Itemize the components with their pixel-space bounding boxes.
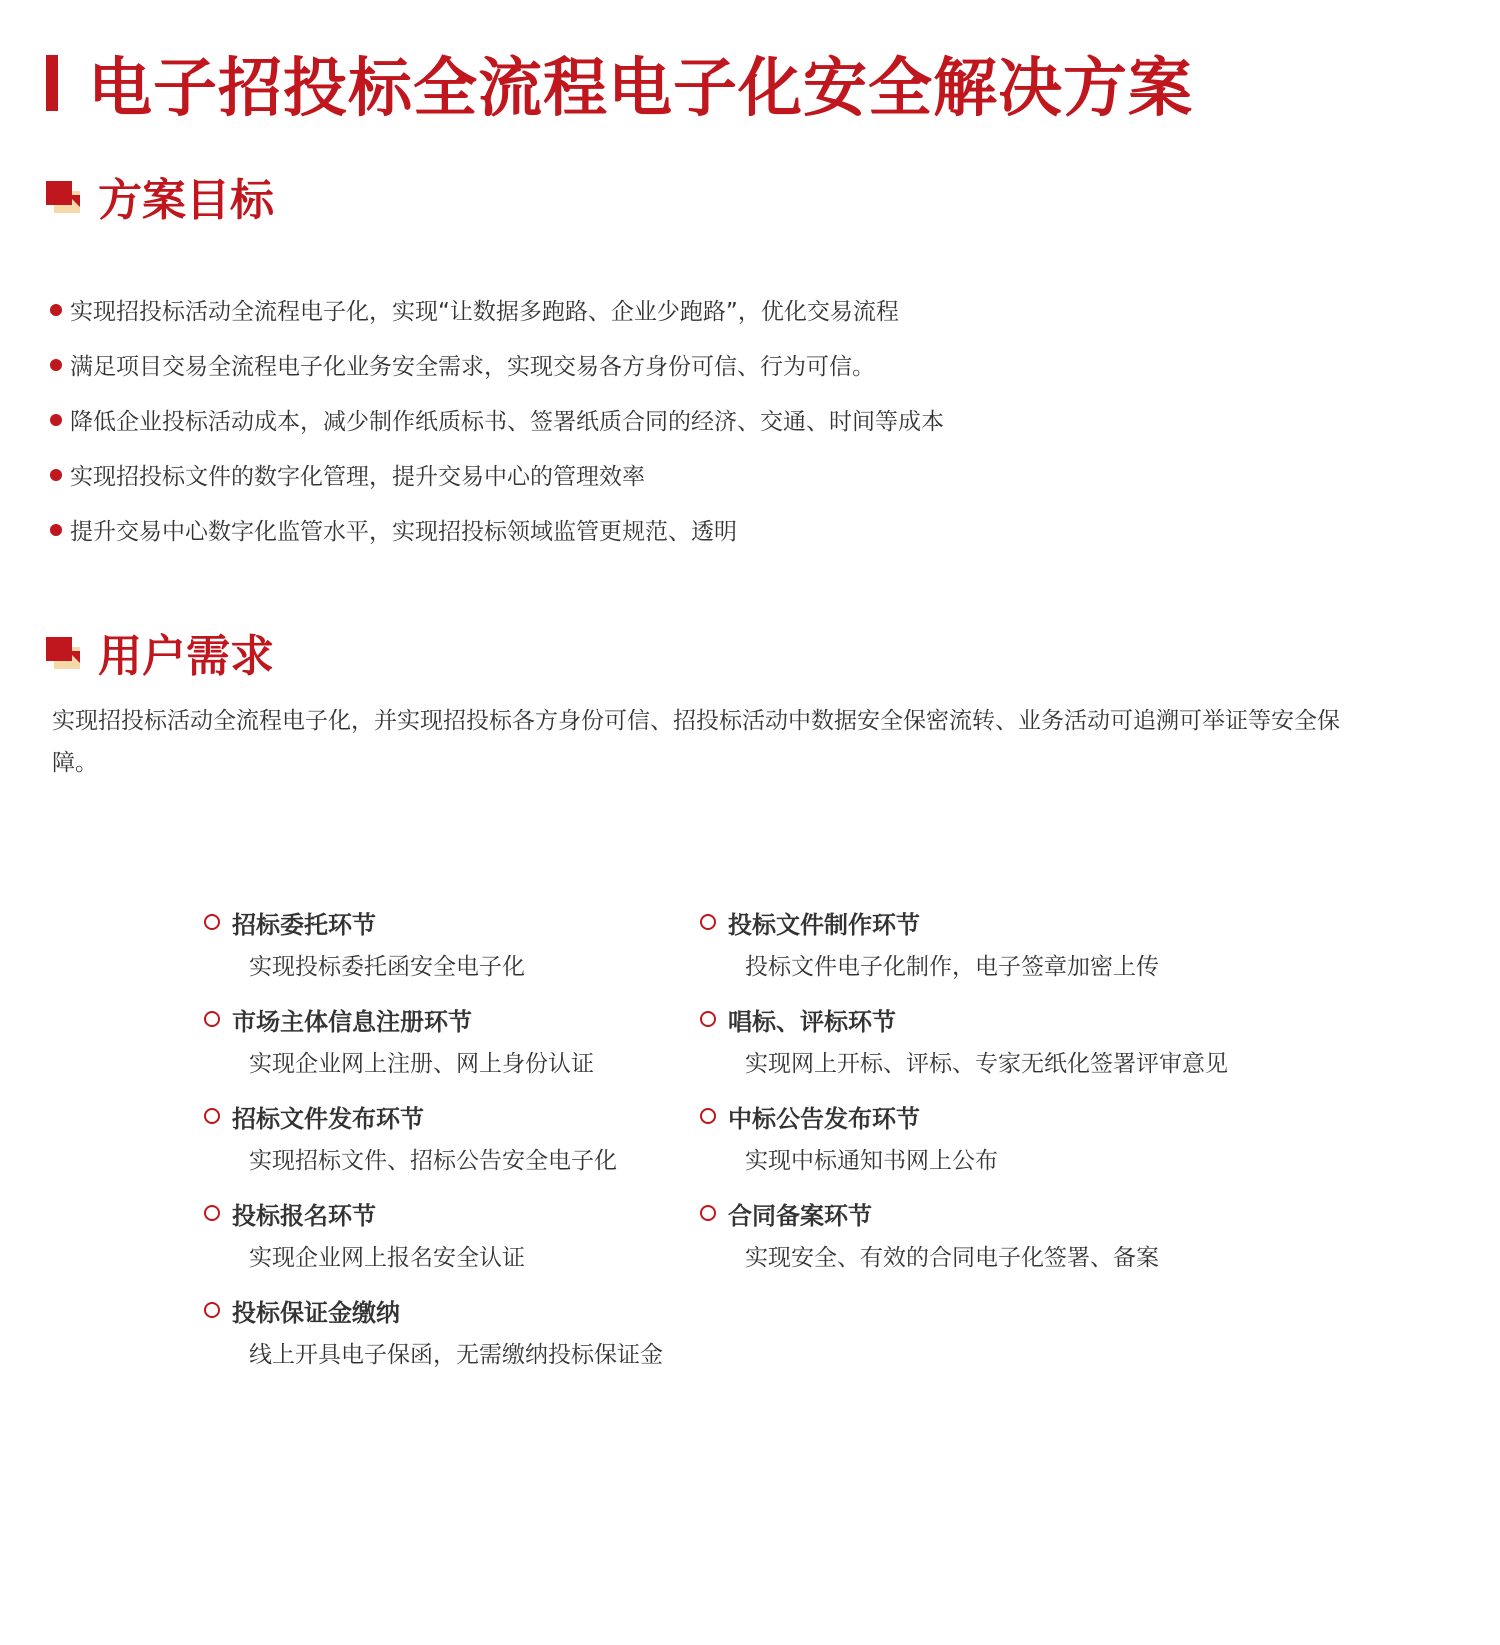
- stage-item: [700, 997, 1228, 1094]
- stacked-squares-icon: [46, 177, 82, 215]
- stacked-squares-icon: [46, 633, 82, 671]
- stage-desc: 实现中标通知书网上公布: [745, 1148, 998, 1174]
- filled-dot-icon: [50, 469, 62, 481]
- stage-item: [700, 900, 1228, 997]
- stage-desc: 实现安全、有效的合同电子化签署、备案: [745, 1245, 1159, 1271]
- stage-item: [204, 997, 663, 1094]
- stage-desc: 实现投标委托函安全电子化: [249, 954, 525, 980]
- stage-title: 中标公告发布环节: [728, 1104, 920, 1133]
- goal-text: 提升交易中心数字化监管水平，实现招投标领域监管更规范、透明: [70, 519, 737, 545]
- stages-left-column: [204, 900, 663, 1385]
- hollow-circle-icon: [700, 1011, 716, 1027]
- list-item: [50, 337, 944, 392]
- stage-desc: 实现网上开标、评标、专家无纸化签署评审意见: [745, 1051, 1228, 1077]
- stage-item: [204, 1288, 663, 1385]
- section-title-goals: 方案目标: [98, 175, 274, 226]
- hollow-circle-icon: [204, 1302, 220, 1318]
- stage-title: 招标文件发布环节: [232, 1104, 424, 1133]
- stage-item: [204, 1191, 663, 1288]
- stage-title: 唱标、评标环节: [728, 1007, 896, 1036]
- hollow-circle-icon: [204, 914, 220, 930]
- page-title: 电子招投标全流程电子化安全解决方案: [88, 52, 1193, 126]
- hollow-circle-icon: [204, 1108, 220, 1124]
- stage-title: 投标报名环节: [232, 1201, 376, 1230]
- hollow-circle-icon: [700, 1205, 716, 1221]
- list-item: [50, 392, 944, 447]
- filled-dot-icon: [50, 359, 62, 371]
- goal-text: 实现招投标文件的数字化管理，提升交易中心的管理效率: [70, 464, 645, 490]
- filled-dot-icon: [50, 304, 62, 316]
- section-header-needs: [46, 624, 274, 680]
- section-title-needs: 用户需求: [98, 631, 274, 682]
- goal-text: 实现招投标活动全流程电子化，实现“让数据多跑路、企业少跑路”，优化交易流程: [70, 299, 899, 325]
- stage-item: [700, 1094, 1228, 1191]
- stage-desc: 线上开具电子保函，无需缴纳投标保证金: [249, 1342, 663, 1368]
- stage-desc: 实现企业网上报名安全认证: [249, 1245, 525, 1271]
- stage-item: [204, 900, 663, 997]
- stage-desc: 实现招标文件、招标公告安全电子化: [249, 1148, 617, 1174]
- stage-item: [204, 1094, 663, 1191]
- hollow-circle-icon: [700, 914, 716, 930]
- vertical-bar-icon: [46, 55, 58, 111]
- stage-title: 合同备案环节: [728, 1201, 872, 1230]
- page-header: [46, 50, 1193, 126]
- section-header-goals: [46, 168, 274, 224]
- stage-title: 招标委托环节: [232, 910, 376, 939]
- filled-dot-icon: [50, 414, 62, 426]
- needs-paragraph: 实现招投标活动全流程电子化，并实现招投标各方身份可信、招投标活动中数据安全保密流转、业务活动可追溯可举证等安全保障。: [52, 708, 1340, 776]
- stage-desc: 投标文件电子化制作，电子签章加密上传: [745, 954, 1159, 980]
- hollow-circle-icon: [700, 1108, 716, 1124]
- goal-text: 降低企业投标活动成本，减少制作纸质标书、签署纸质合同的经济、交通、时间等成本: [70, 409, 944, 435]
- list-item: [50, 447, 944, 502]
- list-item: [50, 282, 944, 337]
- stage-title: 投标保证金缴纳: [232, 1298, 400, 1327]
- goals-list: [50, 282, 944, 557]
- goal-text: 满足项目交易全流程电子化业务安全需求，实现交易各方身份可信、行为可信。: [70, 354, 875, 380]
- filled-dot-icon: [50, 524, 62, 536]
- hollow-circle-icon: [204, 1011, 220, 1027]
- stage-title: 市场主体信息注册环节: [232, 1007, 472, 1036]
- stage-desc: 实现企业网上注册、网上身份认证: [249, 1051, 594, 1077]
- stage-item: [700, 1191, 1228, 1288]
- list-item: [50, 502, 944, 557]
- hollow-circle-icon: [204, 1205, 220, 1221]
- stage-title: 投标文件制作环节: [728, 910, 920, 939]
- stages-right-column: [700, 900, 1228, 1288]
